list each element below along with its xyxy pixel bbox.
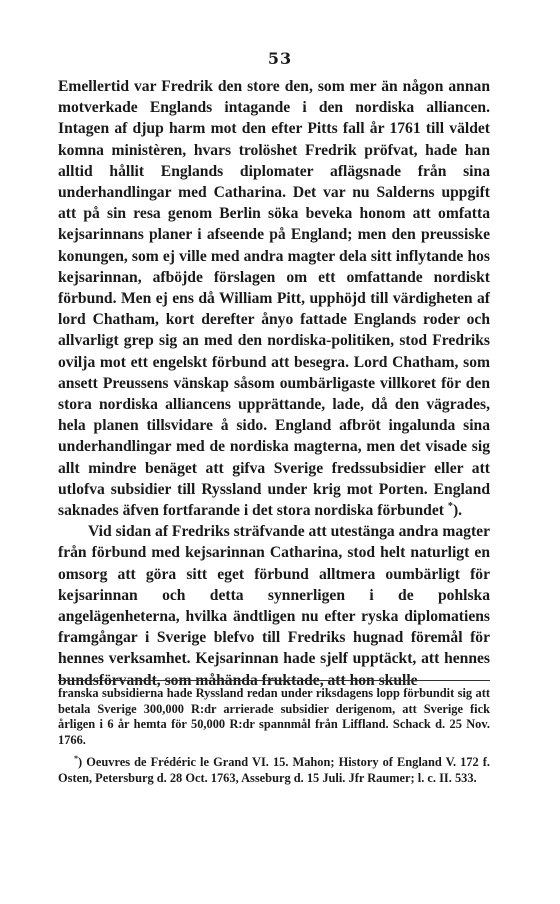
paragraph-end: ). xyxy=(452,502,463,520)
footnote-text: ) Oeuvres de Frédéric le Grand VI. 15. Mahon; History of England V. 172 f. Osten, Petersburg d. 28 Oct. 1763, Asseburg d. 15 Juli. Jfr Raumer; l. c. II. 533. xyxy=(58,755,490,785)
paragraph-text: Emellertid var Fredrik den store den, som mer än någon annan motverkade Englands intagande i den nordiska alliancen. Intagen af djup harm mot den efter Pitts fall år 1761 till väldet komna ministèren, hvars trolöshet Fredrik pröfvat, hade han alltid hållit Englands diplomater aflägsnade från sina underhandlingar med Catharina. Det var nu Salderns uppgift att på sin resa genom Berlin söka beveka honom att omfatta kejsarinnans planer i afseende på England; men den preussiske konungen, som ej ville med andra magter dela sitt inflytande hos kejsarinnan, afböjde förslagen om ett omfattande nordiskt förbund. Men ej ens då William Pitt, upphöjd till värdigheten af lord Chatham, kort derefter ånyo fattade Englands roder och allvarligt grep sig an med den nordiska-politiken, stod Fredriks ovilja mot ett engelskt förbund att besegra. Lord Chatham, som ansett Preussens vänskap såsom oumbärligaste villkoret för den stora nordiska alliancens upprättande, lade, då den vägrades, hela planen tillsvidare å sido. England afbröt ingalunda sina underhandlingar med de nordiska magterna, men det visade sig allt mindre benäget att gifva Sverige fredssubsidier eller att utlofva subsidier till Ryssland under krig mot Porten. England saknades äfven fortfarande i det stora nordiska förbundet xyxy=(58,78,490,520)
footnote-marker: * xyxy=(447,500,453,512)
paragraph-text: Vid sidan af Fredriks sträfvande att utestänga andra magter från förbund med kejsarinnan Catharina, stod helt naturligt en omsorg att göra sitt eget förbund alltmera oumbärligt för kejsarinnan och detta synnerligen i de pohlska angelägenheterna, hvilka ändtligen nu efter ryska diplomatiens framgångar i Sverige blefvo till Fredriks hugnad föremål för hennes verksamhet. Kejsarinnan hade sjelf upptäckt, att hennes bundsförvandt, som måhända fruktade, att hon skulle xyxy=(58,523,490,689)
paragraph xyxy=(58,76,490,521)
paragraph xyxy=(58,521,490,691)
footnotes xyxy=(58,686,490,787)
page-number: 53 xyxy=(267,49,293,68)
footnote-marker: * xyxy=(74,754,79,764)
footnote xyxy=(58,755,490,786)
footnote-continuation: franska subsidierna hade Ryssland redan under riksdagens lopp förbundit sig att betala Sverige 300,000 R:dr arrierade subsidier derigenom, att Sverige fick årligen i 6 år hemta för 50,000 R:dr spannmål från Liffland. Schack d. 25 Nov. 1766. xyxy=(58,686,490,747)
main-text xyxy=(58,76,490,691)
footnote-divider xyxy=(58,680,490,681)
